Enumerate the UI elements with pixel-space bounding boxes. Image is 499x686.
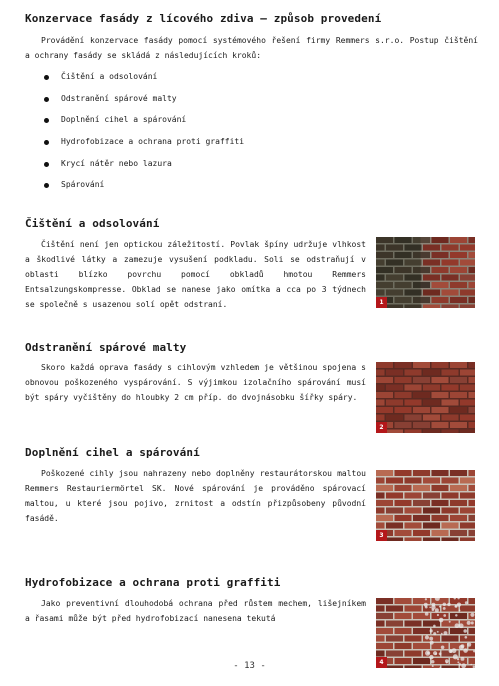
list-item: Hydrofobizace a ochrana proti graffiti [25,131,244,153]
section-title-hydrophobization: Hydrofobizace a ochrana proti graffiti [25,576,281,589]
photo-number-badge: 4 [376,657,387,668]
section-text-mortar-removal: Skoro každá oprava fasády s cihlovým vzhledem je většinou spojena s obnovou poškozeného vyspárování. S výjimkou izolačního spárování musí být spáry vyčištěny do hloubky 2 cm příp. do dvojnásobku šířky spáry. [25,363,366,402]
section-text-brick-repair: Poškozené cihly jsou nahrazeny nebo doplněny restaurátorskou maltou Remmers Restauriermörtel SK. Nové spárování je prováděno spárovací maltou, u které jsou pojivo, zrnitost a odstín přizpůsobeny původní fasádě. [25,469,366,523]
section-text-cleaning: Čištění není jen optickou záležitostí. Povlak špíny udržuje vlhkost a škodlivé látky a zamezuje vysušení podkladu. Soli se odstraňují v oblasti blízko povrchu pomocí obkladů hmotou Remmers Entsalzungskompresse. Obklad se nanese jako omítka a cca po 3 týdnech se společně s usazenou solí opět odstraní. [25,240,366,309]
intro-paragraph: Provádění konzervace fasády pomocí systémového řešení firmy Remmers s.r.o. Postup čištění a ochrany fasády se skládá z následujících kroků: [25,36,478,60]
photo-number-badge: 1 [376,297,387,308]
section-title-cleaning: Čištění a odsolování [25,217,160,230]
photo-number-badge: 3 [376,530,387,541]
list-item: Odstranění spárové malty [25,88,244,110]
section-title-brick-repair: Doplnění cihel a spárování [25,446,200,459]
brick-wall-photo-2 [376,362,475,433]
photo-number-badge: 2 [376,422,387,433]
section-text-hydrophobization: Jako preventivní dlouhodobá ochrana před růstem mechem, lišejníkem a řasami může být před hydrofobizací nanesena tekutá [25,599,366,623]
list-item: Spárování [25,174,244,196]
section-title-mortar-removal: Odstranění spárové malty [25,341,187,354]
brick-wall-photo-3 [376,470,475,541]
list-item: Doplnění cihel a spárování [25,109,244,131]
brick-wall-photo-4 [376,598,475,668]
steps-list [25,66,244,196]
main-title: Konzervace fasády z lícového zdiva – způsob provedení [25,12,382,25]
brick-wall-photo-1 [376,237,475,308]
list-item: Čištění a odsolování [25,66,244,88]
page-number: - 13 - [233,661,266,671]
list-item: Krycí nátěr nebo lazura [25,153,244,175]
